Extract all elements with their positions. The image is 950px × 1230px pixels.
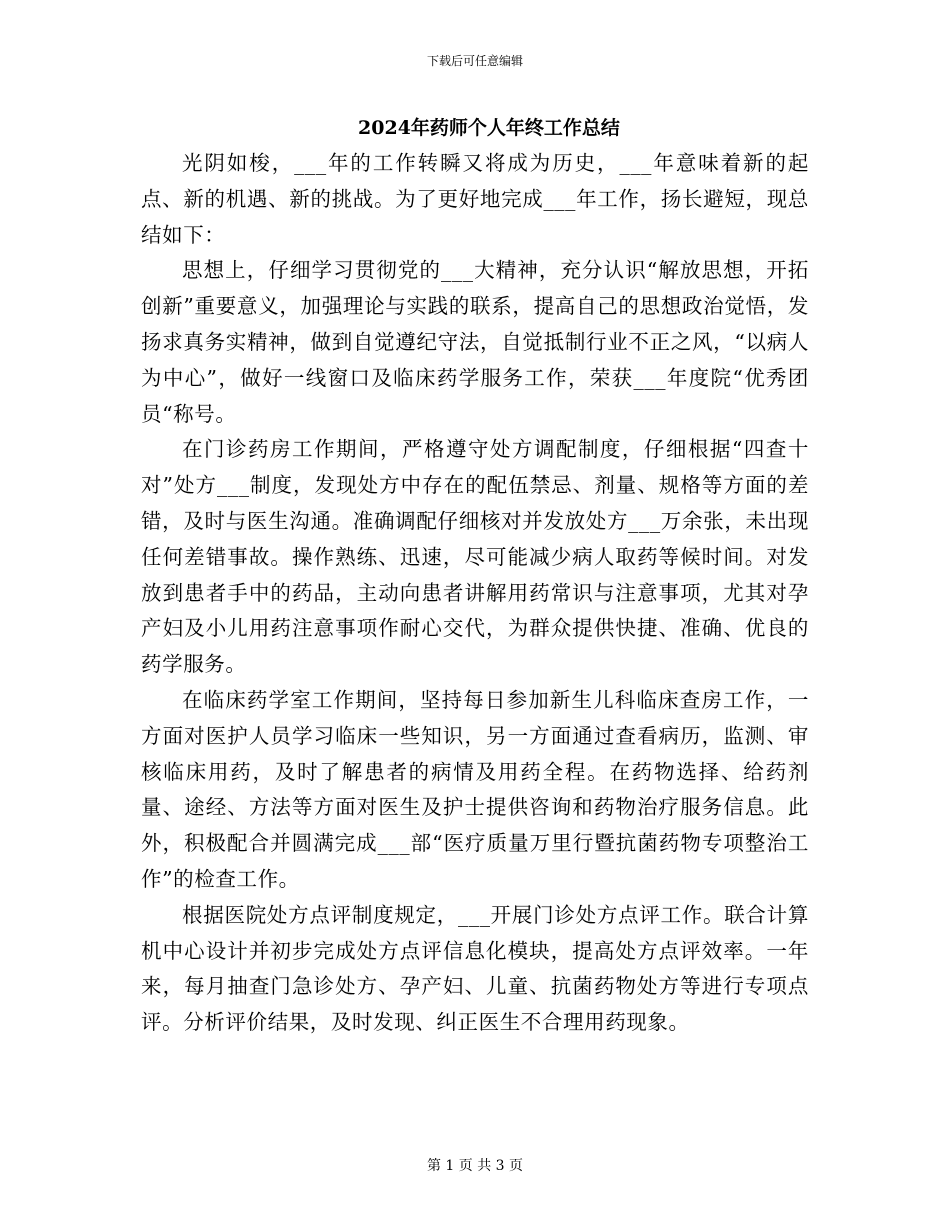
page-number-footer: 第 1 页 共 3 页 bbox=[426, 1158, 524, 1174]
document-title: 2024年药师个人年终工作总结 bbox=[358, 117, 620, 139]
page-header-note: 下载后可任意编辑 bbox=[426, 54, 523, 68]
paragraph-clinical-pharmacy: 在临床药学室工作期间，坚持每日参加新生儿科临床查房工作，一方面对医护人员学习临床一些知识，另一方面通过查看病历，监测、审核临床用药，及时了解患者的病情及用药全程。在药物选择、给药剂量、途经、方法等方面对医生及护士提供咨询和药物治疗服务信息。此外，积极配合并圆满完成___部“医疗质量万里行暨抗菌药物专项整治工作”的检查工作。 bbox=[141, 687, 809, 891]
paragraph-prescription-review: 根据医院处方点评制度规定，___开展门诊处方点评工作。联合计算机中心设计并初步完成处方点评信息化模块，提高处方点评效率。一年来，每月抽查门急诊处方、孕产妇、儿童、抗菌药物处方等进行专项点评。分析评价结果，及时发现、纠正医生不合理用药现象。 bbox=[141, 902, 809, 1035]
paragraph-outpatient-pharmacy: 在门诊药房工作期间，严格遵守处方调配制度，仔细根据“四查十对”处方___制度，发现处方中存在的配伍禁忌、剂量、规格等方面的差错，及时与医生沟通。准确调配仔细核对并发放处方___万余张，未出现任何差错事故。操作熟练、迅速，尽可能减少病人取药等候时间。对发放到患者手中的药品，主动向患者讲解用药常识与注意事项，尤其对孕产妇及小儿用药注意事项作耐心交代，为群众提供快捷、准确、优良的药学服务。 bbox=[141, 437, 809, 677]
document-body bbox=[141, 146, 809, 1041]
paragraph-ideology: 思想上，仔细学习贯彻党的___大精神，充分认识“解放思想，开拓创新”重要意义，加强理论与实践的联系，提高自己的思想政治觉悟，发扬求真务实精神，做到自觉遵纪守法，自觉抵制行业不正之风，“以病人为中心”，做好一线窗口及临床药学服务工作，荣获___年度院“优秀团员“称号。 bbox=[141, 258, 809, 426]
paragraph-intro: 光阴如梭，___年的工作转瞬又将成为历史，___年意味着新的起点、新的机遇、新的挑战。为了更好地完成___年工作，扬长避短，现总结如下： bbox=[141, 151, 809, 247]
